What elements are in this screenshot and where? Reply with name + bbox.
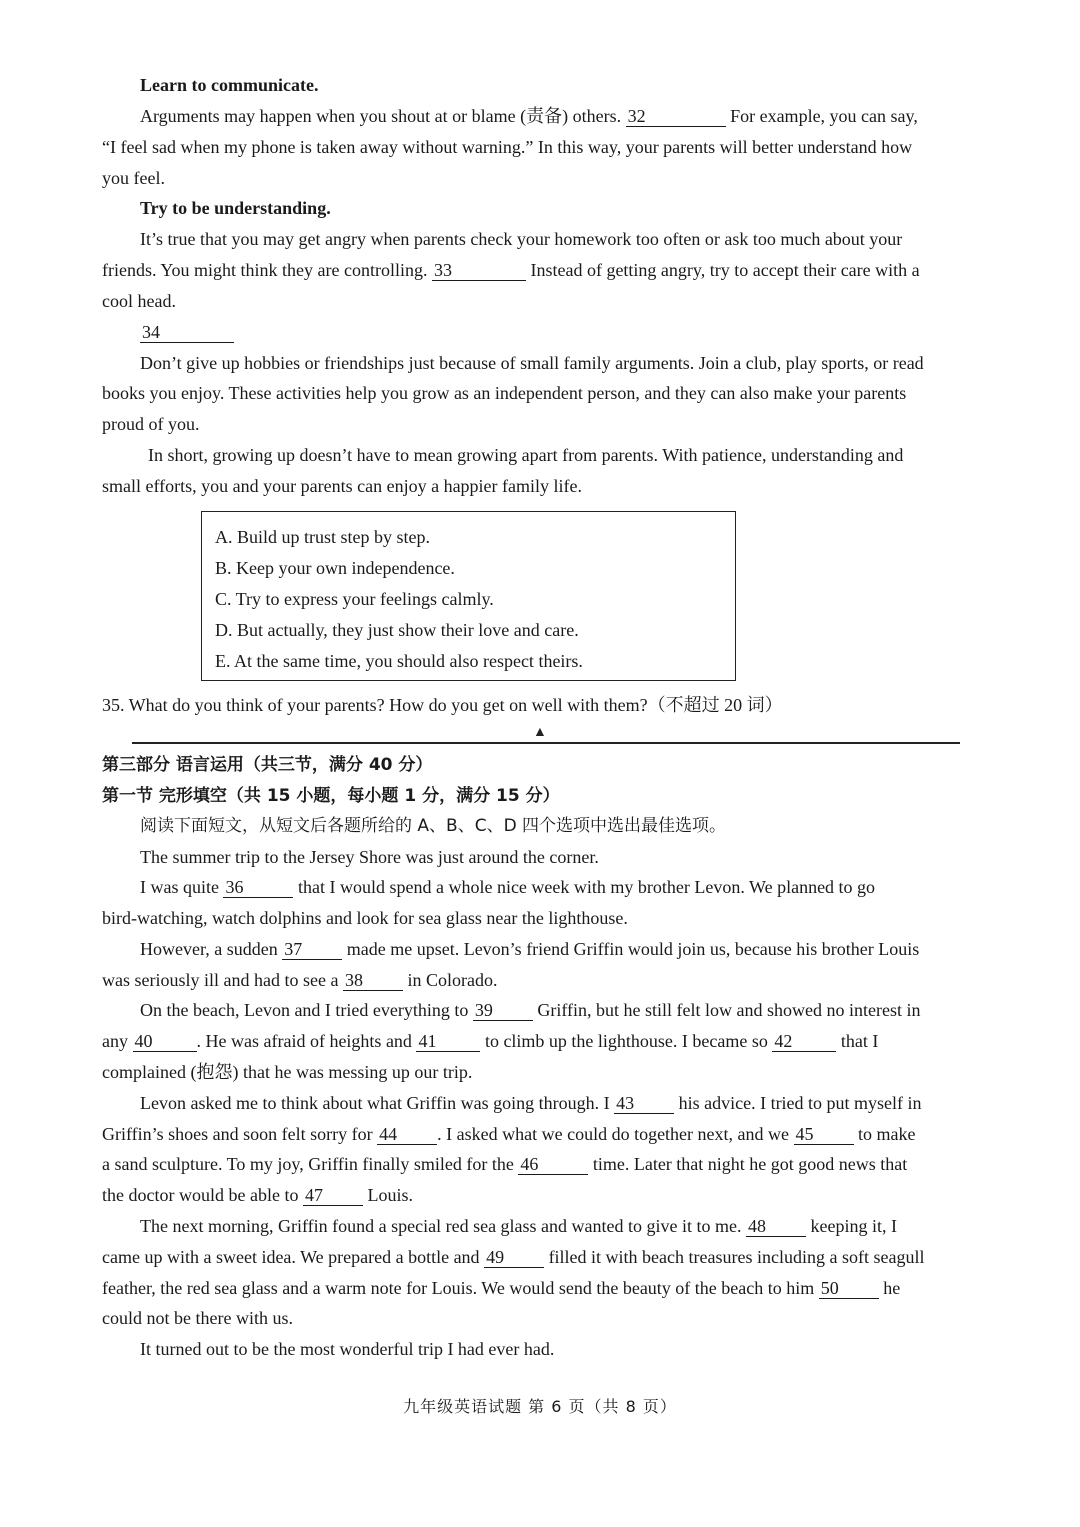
option-c: C. Try to express your feelings calmly. bbox=[215, 589, 494, 609]
paragraph-line: feather, the red sea glass and a warm note for Louis. We would send the beauty of the beach to him 50 he bbox=[102, 1277, 901, 1298]
option-e: E. At the same time, you should also respect theirs. bbox=[215, 651, 583, 671]
paragraph-line: cool head. bbox=[102, 290, 176, 311]
paragraph-line: “I feel sad when my phone is taken away without warning.” In this way, your parents will better understand how bbox=[102, 136, 913, 157]
paragraph-line: came up with a sweet idea. We prepared a bottle and 49 filled it with beach treasures including a soft seagull bbox=[102, 1246, 925, 1267]
blank-37[interactable]: 37 bbox=[282, 939, 342, 960]
paragraph-line: It’s true that you may get angry when parents check your homework too often or ask too much about your bbox=[140, 229, 903, 250]
cloze-section bbox=[102, 750, 978, 1365]
blank-38[interactable]: 38 bbox=[343, 970, 403, 991]
blank-43[interactable]: 43 bbox=[614, 1093, 674, 1114]
blank-49[interactable]: 49 bbox=[484, 1247, 544, 1268]
blank-40[interactable]: 40 bbox=[133, 1031, 197, 1052]
section1-title: 第一节 完形填空（共 15 小题，每小题 1 分，满分 15 分） bbox=[102, 785, 560, 806]
paragraph-line: Don’t give up hobbies or friendships just because of small family arguments. Join a club, play sports, or read bbox=[140, 352, 924, 373]
blank-41[interactable]: 41 bbox=[416, 1031, 480, 1052]
paragraph-line: was seriously ill and had to see a 38 in Colorado. bbox=[102, 969, 498, 990]
blank-34[interactable]: 34 bbox=[140, 322, 234, 343]
paragraph-line: proud of you. bbox=[102, 414, 200, 435]
paragraph-line: the doctor would be able to 47 Louis. bbox=[102, 1185, 413, 1206]
blank-47[interactable]: 47 bbox=[303, 1185, 363, 1206]
blank-32[interactable]: 32 bbox=[626, 106, 726, 127]
reading-section bbox=[102, 70, 977, 502]
blank-48[interactable]: 48 bbox=[746, 1216, 806, 1237]
paragraph-line: small efforts, you and your parents can enjoy a happier family life. bbox=[102, 475, 583, 496]
options-box bbox=[201, 511, 736, 681]
paragraph-line: However, a sudden 37 made me upset. Levon’s friend Griffin would join us, because his brother Louis bbox=[140, 938, 920, 959]
paragraph-line: any 40 . He was afraid of heights and 41 to climb up the lighthouse. I became so 42 that I bbox=[102, 1031, 879, 1052]
paragraph-line: friends. You might think they are controlling. 33 Instead of getting angry, try to accept their care with a bbox=[102, 260, 920, 281]
instructions: 阅读下面短文，从短文后各题所给的 A、B、C、D 四个选项中选出最佳选项。 bbox=[140, 816, 727, 836]
paragraph-line: The summer trip to the Jersey Shore was just around the corner. bbox=[140, 846, 599, 867]
paragraph-line: bird-watching, watch dolphins and look for sea glass near the lighthouse. bbox=[102, 908, 628, 929]
paragraph-line: you feel. bbox=[102, 167, 165, 188]
heading-understanding: Try to be understanding. bbox=[140, 198, 331, 219]
blank-42[interactable]: 42 bbox=[772, 1031, 836, 1052]
blank-45[interactable]: 45 bbox=[794, 1124, 854, 1145]
part3-title: 第三部分 语言运用（共三节，满分 40 分） bbox=[102, 755, 433, 775]
paragraph-line: Griffin’s shoes and soon felt sorry for 44 . I asked what we could do together next, and we 45 to make bbox=[102, 1123, 916, 1144]
heading-communicate: Learn to communicate. bbox=[140, 75, 319, 95]
paragraph-line: complained (抱怨) that he was messing up our trip. bbox=[102, 1062, 473, 1083]
blank-46[interactable]: 46 bbox=[518, 1154, 588, 1175]
blank-33[interactable]: 33 bbox=[432, 260, 526, 281]
paragraph-line: could not be there with us. bbox=[102, 1308, 293, 1329]
paragraph-line: The next morning, Griffin found a special red sea glass and wanted to give it to me. 48 keeping it, I bbox=[140, 1216, 897, 1237]
triangle-marker-icon: ▲ bbox=[533, 725, 547, 740]
heading-blank-34-line bbox=[102, 317, 977, 348]
option-d: D. But actually, they just show their love and care. bbox=[215, 620, 579, 640]
paragraph-line: a sand sculpture. To my joy, Griffin finally smiled for the 46 time. Later that night he got good news that bbox=[102, 1154, 908, 1175]
paragraph-line: On the beach, Levon and I tried everything to 39 Griffin, but he still felt low and showed no interest in bbox=[140, 1000, 921, 1021]
option-a: A. Build up trust step by step. bbox=[215, 527, 430, 547]
paragraph-line: It turned out to be the most wonderful trip I had ever had. bbox=[140, 1339, 555, 1360]
answer-line[interactable] bbox=[132, 742, 960, 744]
blank-36[interactable]: 36 bbox=[223, 877, 293, 898]
question-35: 35. What do you think of your parents? How do you get on well with them?（不超过 20 词） bbox=[102, 695, 783, 715]
option-b: B. Keep your own independence. bbox=[215, 558, 455, 578]
blank-50[interactable]: 50 bbox=[819, 1278, 879, 1299]
paragraph-line: In short, growing up doesn’t have to mean growing apart from parents. With patience, understanding and bbox=[148, 444, 904, 465]
blank-39[interactable]: 39 bbox=[473, 1000, 533, 1021]
paragraph-line: Arguments may happen when you shout at or blame (责备) others. 32 For example, you can say, bbox=[140, 106, 918, 126]
paragraph-line: books you enjoy. These activities help you grow as an independent person, and they can also make your parents bbox=[102, 383, 907, 404]
paragraph-line: Levon asked me to think about what Griffin was going through. I 43 his advice. I tried to put myself in bbox=[140, 1092, 922, 1113]
paragraph-line: I was quite 36 that I would spend a whole nice week with my brother Levon. We planned to go bbox=[140, 877, 876, 898]
page-footer: 九年级英语试题 第 6 页（共 8 页） bbox=[403, 1397, 677, 1416]
blank-44[interactable]: 44 bbox=[377, 1124, 437, 1145]
